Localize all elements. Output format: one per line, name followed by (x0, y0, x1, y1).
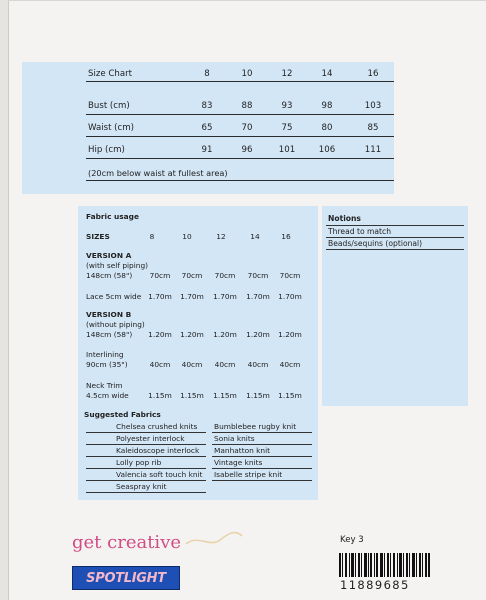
suggested-divider (86, 468, 206, 469)
version-b-fabric-value: 1.20m (180, 330, 204, 339)
neck-trim-value: 1.15m (180, 391, 204, 400)
lace-value: 1.70m (246, 292, 270, 301)
neck-trim-label: Neck Trim (86, 381, 123, 390)
suggested-divider (86, 444, 206, 445)
size-8-header: 8 (204, 69, 210, 79)
bust-value: 83 (201, 101, 213, 111)
sizes-label: SIZES (86, 232, 110, 241)
fabric-suggestion: Valencia soft touch knit (116, 470, 203, 479)
hip-value: 101 (278, 145, 296, 155)
fabric-suggestion: Isabelle stripe knit (214, 470, 283, 479)
notions-item: Beads/sequins (optional) (328, 239, 423, 248)
interlining-value: 40cm (181, 360, 203, 369)
neck-trim-width: 4.5cm wide (86, 391, 129, 400)
bust-label: Bust (cm) (88, 101, 130, 111)
pattern-key-label: Key 3 (340, 535, 364, 545)
hip-value: 91 (201, 145, 213, 155)
lace-value: 1.70m (148, 292, 172, 301)
version-a-fabric-value: 70cm (214, 271, 236, 280)
waist-value: 65 (201, 123, 213, 133)
waist-value: 70 (241, 123, 253, 133)
lace-value: 1.70m (213, 292, 237, 301)
size-12-header: 12 (281, 69, 293, 79)
interlining-value: 40cm (149, 360, 171, 369)
size-chart-divider (86, 114, 394, 115)
version-a-fabric-value: 70cm (279, 271, 301, 280)
page-fold-edge (0, 0, 9, 600)
page-top-edge (8, 0, 486, 1)
suggested-divider (212, 468, 312, 469)
interlining-value: 40cm (247, 360, 269, 369)
version-a-title: VERSION A (86, 251, 132, 260)
fabric-usage-title: Fabric usage (86, 212, 139, 221)
waist-value: 75 (281, 123, 293, 133)
notions-item: Thread to match (328, 227, 392, 236)
neck-trim-value: 1.15m (246, 391, 270, 400)
notions-title: Notions (328, 214, 361, 223)
fabric-suggestion: Manhatton knit (214, 446, 271, 455)
suggested-divider (212, 444, 312, 445)
fabric-suggestion: Chelsea crushed knits (116, 422, 198, 431)
size-chart-divider (86, 158, 394, 159)
version-b-fabric-value: 1.20m (246, 330, 270, 339)
hip-value: 96 (241, 145, 253, 155)
lace-label: Lace 5cm wide (86, 292, 142, 301)
get-creative-tagline: get creative (72, 532, 182, 553)
version-a-fabric-value: 70cm (247, 271, 269, 280)
hip-measure-note: (20cm below waist at fullest area) (88, 168, 228, 178)
waist-label: Waist (cm) (88, 123, 134, 133)
notions-panel (322, 206, 468, 406)
fabric-suggestion: Bumblebee rugby knit (214, 422, 297, 431)
interlining-label: Interlining (86, 350, 124, 359)
suggested-divider (212, 432, 312, 433)
fabric-suggestion: Vintage knits (214, 458, 263, 467)
version-b-fabric-value: 1.20m (278, 330, 302, 339)
notions-divider (326, 237, 464, 238)
version-b-fabric-value: 1.20m (213, 330, 237, 339)
version-a-fabric-label: 148cm (58") (86, 271, 133, 280)
neck-trim-value: 1.15m (148, 391, 172, 400)
size-header: 16 (281, 232, 291, 241)
suggested-divider (212, 456, 312, 457)
size-chart-divider (86, 81, 394, 82)
neck-trim-value: 1.15m (278, 391, 302, 400)
notions-divider (326, 249, 464, 250)
waist-value: 85 (367, 123, 379, 133)
size-chart-title: Size Chart (88, 69, 132, 79)
version-b-subtitle: (without piping) (86, 320, 145, 329)
suggested-divider (86, 480, 206, 481)
suggested-divider (212, 480, 312, 481)
size-10-header: 10 (241, 69, 253, 79)
bust-value: 103 (364, 101, 382, 111)
waist-value: 80 (321, 123, 333, 133)
version-a-fabric-value: 70cm (149, 271, 171, 280)
size-header: 14 (250, 232, 260, 241)
bust-value: 88 (241, 101, 253, 111)
barcode-icon (339, 553, 431, 577)
lace-value: 1.70m (278, 292, 302, 301)
size-chart-row (22, 123, 394, 137)
size-16-header: 16 (367, 69, 379, 79)
suggested-fabrics-panel (78, 406, 318, 500)
fabric-suggestion: Sonia knits (214, 434, 255, 443)
version-a-subtitle: (with self piping) (86, 261, 149, 270)
suggested-fabrics-title: Suggested Fabrics (84, 410, 161, 419)
version-b-fabric-label: 148cm (58") (86, 330, 133, 339)
version-b-fabric-value: 1.20m (148, 330, 172, 339)
size-chart-row (22, 101, 394, 115)
bust-value: 98 (321, 101, 333, 111)
neck-trim-value: 1.15m (213, 391, 237, 400)
fabric-suggestion: Polyester interlock (116, 434, 185, 443)
size-chart-divider (86, 180, 394, 181)
size-header: 12 (216, 232, 226, 241)
swirl-decoration-icon (184, 528, 244, 550)
spotlight-logo-text: SPOTLIGHT (86, 570, 166, 586)
hip-label: Hip (cm) (88, 145, 125, 155)
size-14-header: 14 (321, 69, 333, 79)
barcode-number: 11889685 (340, 578, 410, 592)
interlining-width: 90cm (35") (86, 360, 128, 369)
version-b-title: VERSION B (86, 310, 132, 319)
suggested-divider (86, 492, 206, 493)
size-chart-panel (22, 62, 394, 194)
bust-value: 93 (281, 101, 293, 111)
fabric-suggestion: Seaspray knit (116, 482, 167, 491)
notions-divider (326, 225, 464, 226)
fabric-suggestion: Lolly pop rib (116, 458, 162, 467)
interlining-value: 40cm (214, 360, 236, 369)
fabric-suggestion: Kaleidoscope interlock (116, 446, 200, 455)
spotlight-logo (72, 566, 180, 590)
size-header: 8 (149, 232, 155, 241)
size-chart-row (22, 145, 394, 159)
suggested-divider (86, 432, 206, 433)
size-chart-divider (86, 136, 394, 137)
hip-value: 106 (318, 145, 336, 155)
size-header: 10 (182, 232, 192, 241)
version-a-fabric-value: 70cm (181, 271, 203, 280)
interlining-value: 40cm (279, 360, 301, 369)
suggested-divider (86, 456, 206, 457)
lace-value: 1.70m (180, 292, 204, 301)
hip-value: 111 (364, 145, 382, 155)
fabric-usage-panel (78, 206, 318, 408)
